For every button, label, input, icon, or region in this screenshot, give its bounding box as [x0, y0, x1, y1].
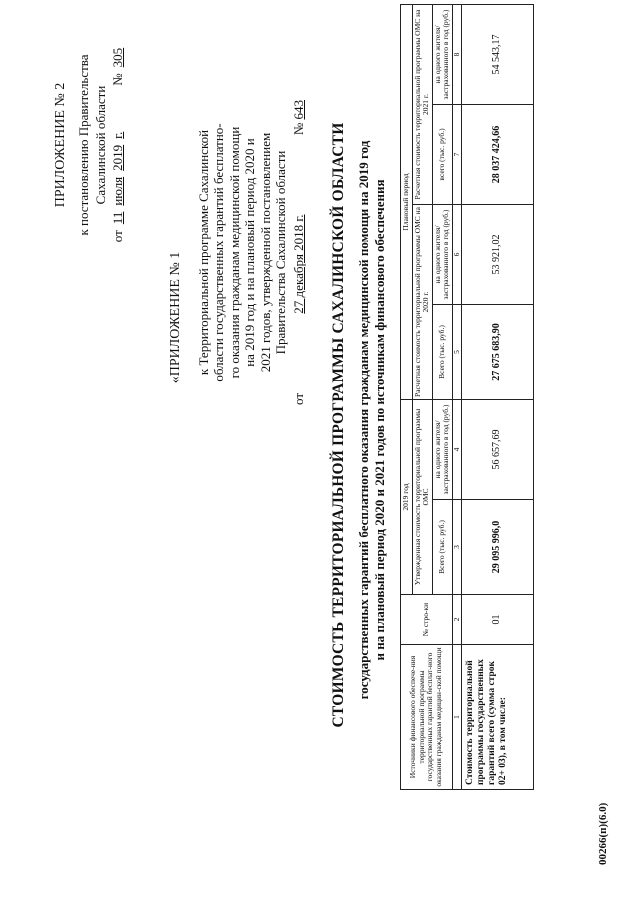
- header-per-capita-2020: на одного жителя/ застрахованного в год (руб.): [432, 205, 452, 305]
- column-number: 4: [452, 400, 462, 500]
- header-2019: 2019 год: [401, 400, 413, 595]
- header-total-2021: всего (тыс. руб.): [432, 105, 452, 205]
- header-rownum: № стро-ки: [401, 595, 453, 645]
- column-number: 2: [452, 595, 462, 645]
- header-approved: Утвержденная стоимость территориальной программы ОМС: [412, 400, 432, 595]
- header-calc-2020: Расчетная стоимость территориальной программы ОМС на 2020 г.: [412, 205, 432, 400]
- subtitle-line2: и на плановый период 2020 и 2021 годов по источникам финансового обеспечения: [372, 179, 387, 661]
- annex2-date-line: [109, 15, 126, 275]
- annex1-line6: Правительства Сахалинской области: [273, 150, 288, 355]
- annex1-header: [168, 100, 306, 405]
- annex2-year: 2019: [110, 144, 125, 171]
- annex1-date: 27 декабря 2018 г.: [290, 214, 306, 314]
- footer-code: 00266(п)(6.0): [597, 802, 609, 865]
- annex1-title: «ПРИЛОЖЕНИЕ № 1: [168, 251, 183, 384]
- annex1-line2: области государственных гарантий бесплатно-: [211, 123, 226, 382]
- cell-total-2020: 27 675 683,90: [462, 305, 534, 400]
- header-per-capita-2019: на одного жителя/ застрахованного в год (руб.): [432, 400, 452, 500]
- annex2-line2: Сахалинской области: [93, 85, 108, 205]
- column-number: 3: [452, 500, 462, 595]
- page-title: СТОИМОСТЬ ТЕРРИТОРИАЛЬНОЙ ПРОГРАММЫ САХАЛИНСКОЙ ОБЛАСТИ: [330, 122, 347, 728]
- cell-total-2021: 28 037 424,66: [462, 105, 534, 205]
- annex1-body: [196, 100, 289, 405]
- cell-per-capita-2020: 53 921,02: [462, 205, 534, 305]
- cell-per-capita-2021: 54 543,17: [462, 5, 534, 105]
- header-total-2020: Всего (тыс. руб.): [432, 305, 452, 400]
- annex1-line4: на 2019 год и на плановый период 2020 и: [242, 138, 257, 367]
- cell-total-2019: 29 095 996,0: [462, 500, 534, 595]
- column-number: 5: [452, 305, 462, 400]
- annex1-line5: 2021 годов, утвержденной постановлением: [257, 132, 273, 373]
- annex2-number-prefix: №: [110, 73, 125, 86]
- cost-table: [400, 4, 534, 790]
- annex2-title: ПРИЛОЖЕНИЕ № 2: [53, 82, 68, 208]
- annex1-line1: к Территориальной программе Сахалинской: [195, 129, 211, 376]
- column-number: 7: [452, 105, 462, 205]
- table-header-row-1: [401, 5, 413, 790]
- annex2-from: от: [110, 230, 125, 243]
- annex2-month: июля: [110, 176, 125, 206]
- header-calc-2021: Расчетная стоимость территориальной программы ОМС на 2021 г.: [412, 5, 432, 205]
- table-row: [462, 5, 534, 790]
- header-source: Источники финансового обеспече-ния территориальной программы государственных гарантий бесплат-ного оказания гражданам медицин-ской помощи: [401, 645, 453, 790]
- column-number: 1: [452, 645, 462, 790]
- annex1-number-prefix: №: [290, 122, 306, 136]
- column-number: 8: [452, 5, 462, 105]
- row-label: Стоимость территориальной программы государственных гарантий всего (сумма строк 02+ 03), в том числе:: [462, 645, 534, 790]
- header-planned: Плановый период: [401, 5, 413, 400]
- annex2-number: 305: [110, 47, 125, 68]
- annex2-header: [52, 15, 126, 275]
- annex1-date-line: [291, 100, 307, 405]
- header-total-2019: Всего (тыс. руб.): [432, 500, 452, 595]
- page-subtitle: [356, 0, 388, 845]
- annex1-number: 643: [290, 100, 306, 120]
- subtitle-line1: государственных гарантий бесплатного оказания гражданам медицинской помощи на 2019 год: [356, 140, 371, 700]
- column-number-row: [452, 5, 462, 790]
- annex2-year-suffix: г.: [110, 131, 125, 139]
- annex1-from: от: [290, 392, 306, 405]
- header-per-capita-2021: на одного жителя/ застрахованного в год (руб.): [432, 5, 452, 105]
- row-number: 01: [462, 595, 534, 645]
- column-number: 6: [452, 205, 462, 305]
- annex2-day: 11: [110, 211, 125, 225]
- cell-per-capita-2019: 56 657,69: [462, 400, 534, 500]
- annex1-line3: го оказания гражданам медицинской помощи: [226, 126, 242, 379]
- annex2-line1: к постановлению Правительства: [76, 54, 91, 236]
